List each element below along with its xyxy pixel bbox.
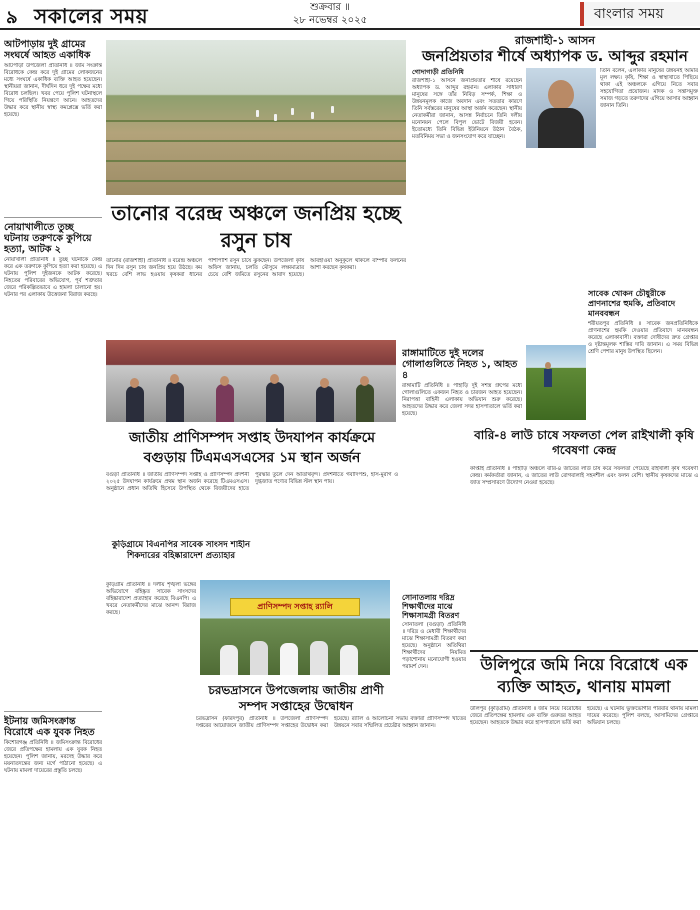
section-tag: বাংলার সময় [580, 2, 700, 26]
portrait-photo [526, 68, 596, 148]
body-bari: কাপ্তাই প্রতিনিধি ॥ পাহাড়ি অঞ্চলে বারি-৪ জাতের লাউ চাষ করে সফলতা পেয়েছে রাইখালী কৃষি গবেষণা কেন্দ্র। কর্মকর্তারা জানান, এ জাতের লাউ রোগবালাই সহনশীল এবং ফলন বেশি। স্থানীয় কৃষকদের মাঝে এ জাত সম্প্রসারণে উদ্যোগ নেওয়া হয়েছে। [470, 466, 698, 486]
bari-head-block [470, 428, 698, 468]
rally-banner: প্রাণিসম্পদ সপ্তাহ র‍্যালি [230, 598, 360, 616]
paper-name: সকালের সময় [34, 4, 149, 28]
lead-story [412, 34, 698, 284]
tmss-body-block [106, 472, 398, 532]
headline-ulipur: উলিপুরে জমি নিয়ে বিরোধে এক ব্যক্তি আহত, থানায় মামলা [470, 650, 698, 701]
headline-garlic: তানোর বরেন্দ্র অঞ্চলে জনপ্রিয় হচ্ছে রসুন চাষ [111, 201, 401, 252]
garlic-body: তানোর (রাজশাহী) প্রতিনিধি ॥ বরেন্দ্র অঞ্চলে দিন দিন রসুন চাষ জনপ্রিয় হয়ে উঠছে। কম খরচে বেশি লাভ হওয়ায় কৃষকরা ধানের পাশাপাশি রসুন চাষে ঝুঁকছেন। উপজেলা কৃষি অফিস জানায়, চলতি মৌসুমে লক্ষ্যমাত্রার চেয়ে বেশি জমিতে রসুনের আবাদ হয়েছে। আবহাওয়া অনুকূলে থাকলে বাম্পার ফলনের আশা করছেন কৃষকরা। [106, 258, 406, 278]
masthead [0, 0, 700, 30]
headline-bari: বারি-৪ লাউ চাষে সফলতা পেল রাইখালী কৃষি গবেষণা কেন্দ্র [474, 428, 694, 457]
headline-rangamati: রাঙ্গামাটিতে দুই দলের গোলাগুলিতে নিহত ১, আহত ৪ [402, 348, 518, 381]
photo-gourd-crop [526, 345, 586, 420]
kurigram-body-block [106, 582, 196, 892]
sidebar-body: তিনি বলেন, এলাকার মানুষের উন্নয়নই আমার মূল লক্ষ্য। কৃষি, শিক্ষা ও স্বাস্থ্যখাতে পিছিয়ে থাকা এই অঞ্চলকে এগিয়ে নিতে সবার সহযোগিতা প্রয়োজন। মাদক ও সন্ত্রাসমুক্ত সমাজ গড়তে তরুণদের এগিয়ে আসার আহ্বান জানান তিনি। [600, 68, 698, 109]
body-charbhadrasan: চরভদ্রাসন (ফরিদপুর) প্রতিনিধি ॥ উপজেলা প্রাণিসম্পদ দপ্তরের আয়োজনে জাতীয় প্রাণিসম্পদ সপ্তাহের উদ্বোধন করা হয়েছে। র‍্যালি ও আলোচনা সভায় বক্তারা প্রাণিসম্পদ খাতের উন্নয়নে সবার সম্মিলিত প্রচেষ্টার আহ্বান জানান। [196, 716, 466, 729]
headline-noakhali: নোয়াখালীতে তুচ্ছ ঘটনায় তরুণকে কুপিয়ে হত্যা, আটক ২ [4, 222, 92, 255]
headline-itna: ইটনায় জমিসংক্রান্ত বিরোধে এক যুবক নিহত [4, 716, 95, 738]
headline-sonatola: সোনাতলায় দরিদ্র শিক্ষার্থীদের মাঝে শিক্ষাসামগ্রী বিতরণ [402, 593, 460, 620]
left-column [4, 36, 102, 906]
date: ২৮ নভেম্বর ২০২৫ [292, 15, 368, 26]
photo-rally [200, 580, 390, 675]
headline-sidebar-two: সাবেক খোকন চৌধুরীকে প্রাণনাশের হুমকি, প্রতিবাদে মানববন্ধন [588, 289, 676, 318]
body-itna: কিশোরগঞ্জ প্রতিনিধি ॥ জমিসংক্রান্ত বিরোধের জেরে প্রতিপক্ষের হামলায় এক যুবক নিহত হয়েছেন। পুলিশ জানায়, মরদেহ উদ্ধার করে ময়নাতদন্তের জন্য মর্গে পাঠানো হয়েছে। এ ঘটনায় মামলা দায়েরের প্রস্তুতি চলছে। [4, 740, 102, 774]
photo-award-event [106, 340, 396, 422]
headline-atpara: আটপাড়ায় দুই গ্রামের সংঘর্ষে আহত একাধিক [4, 39, 91, 61]
headline-kurigram: কুড়িগ্রামে বিএনপির সাবেক সাংসদ শাহীন শিকদারের বহিষ্কারাদেশ প্রত্যাহার [111, 540, 251, 561]
lead-headline: জনপ্রিয়তার শীর্ষে অধ্যাপক ড. আব্দুর রহমান [422, 47, 688, 65]
garlic-body-block [106, 258, 406, 338]
lead-body: রাজশাহী-১ আসনে জনপ্রিয়তার শীর্ষে রয়েছেন অধ্যাপক ড. আব্দুর রহমান। এলাকার সাধারণ মানুষের সঙ্গে তাঁর নিবিড় সম্পর্ক, শিক্ষা ও উন্নয়নমূলক কাজে অবদান এবং সততার কারণে তিনি সর্বস্তরের মানুষের আস্থা অর্জন করেছেন। স্থানীয় নেতাকর্মীরা জানান, আসন্ন নির্বাচনে তিনি দলীয় মনোনয়ন পেলে বিপুল ভোটে বিজয়ী হবেন। ইতোমধ্যে তিনি বিভিন্ন ইউনিয়নে উঠান বৈঠক, মতবিনিময় সভা ও জনসংযোগ করে যাচ্ছেন। [412, 78, 522, 140]
headline-tmss: জাতীয় প্রাণিসম্পদ সপ্তাহ উদযাপন কার্যক্রমে বগুড়ায় টিএমএসএসের ১ম স্থান অর্জন [128, 430, 376, 466]
tmss-body: বগুড়া প্রতিনিধি ॥ জাতীয় প্রাণিসম্পদ সপ্তাহ ও প্রাণিসম্পদ প্রদর্শনী ২০২৫ উদযাপন কার্যক্রমে প্রথম স্থান অর্জন করেছে টিএমএসএস। অনুষ্ঠানে প্রধান অতিথি হিসেবে উপস্থিত থেকে বিজয়ীদের হাতে পুরস্কার তুলে দেন অতিথিবৃন্দ। প্রদর্শনীতে গবাদিপশু, হাঁস-মুরগি ও দুগ্ধজাত পণ্যের বিভিন্ন স্টল স্থান পায়। [106, 472, 398, 492]
body-sidebar-two: শরীয়তপুর প্রতিনিধি ॥ সাবেক জনপ্রতিনিধিকে প্রাণনাশের হুমকি দেওয়ার প্রতিবাদে মানববন্ধন করেছে এলাকাবাসী। বক্তারা দোষীদের দ্রুত গ্রেপ্তার ও দৃষ্টান্তমূলক শাস্তির দাবি জানান। এ সময় বিভিন্ন শ্রেণি পেশার মানুষ উপস্থিত ছিলেন। [588, 321, 698, 355]
bari-body-block [470, 466, 698, 596]
weekday: শুক্রবার ॥ [310, 2, 350, 13]
issue-date [240, 1, 420, 27]
body-atpara: আটপাড়া উপজেলা প্রতিনিধি ॥ জমি সংক্রান্ত বিরোধকে কেন্দ্র করে দুই গ্রামের লোকজনের মধ্যে সংঘর্ষে একাধিক ব্যক্তি আহত হয়েছেন। স্থানীয়রা জানান, দীর্ঘদিন ধরে দুই পক্ষের মধ্যে বিরোধ চলছিল। খবর পেয়ে পুলিশ ঘটনাস্থলে গিয়ে পরিস্থিতি নিয়ন্ত্রণে আনে। আহতদের উদ্ধার করে স্থানীয় স্বাস্থ্য কমপ্লেক্সে ভর্তি করা হয়েছে। [4, 63, 102, 118]
body-ulipur: উলিপুর (কুড়িগ্রাম) প্রতিনিধি ॥ জমি নিয়ে বিরোধের জেরে প্রতিপক্ষের হামলায় এক ব্যক্তি গুরুতর আহত হয়েছেন। আহতকে উদ্ধার করে হাসপাতালে ভর্তি করা হয়েছে। এ ঘটনায় ভুক্তভোগীর পরিবার থানায় মামলা দায়ের করেছে। পুলিশ বলছে, আসামিদের গ্রেপ্তারে অভিযান চলছে। [470, 706, 698, 726]
page-number: ৯ [6, 7, 18, 28]
photo-garlic-field [106, 40, 406, 195]
ulipur-body-block [470, 706, 698, 902]
body-noakhali: নোয়াখালী প্রতিনিধি ॥ তুচ্ছ ঘটনাকে কেন্দ্র করে এক তরুণকে কুপিয়ে হত্যা করা হয়েছে। এ ঘটনায় পুলিশ দুইজনকে আটক করেছে। নিহতের পরিবারের অভিযোগ, পূর্ব শত্রুতার জেরে পরিকল্পিতভাবে এ হামলা চালানো হয়। ঘটনার পর এলাকায় উত্তেজনা বিরাজ করছে। [4, 257, 102, 298]
body-rangamati: রাঙ্গামাটি প্রতিনিধি ॥ পাহাড়ি দুই সশস্ত্র গ্রুপের মধ্যে গোলাগুলিতে একজন নিহত ও চারজন আহত হয়েছেন। নিরাপত্তা বাহিনী এলাকায় অভিযান শুরু করেছে। আহতদের উদ্ধার করে জেলা সদর হাসপাতালে ভর্তি করা হয়েছে। [402, 383, 522, 417]
sonatola-story [402, 590, 466, 710]
headline-charbhadrasan: চরভদ্রাসনে উপজেলায় জাতীয় প্রাণী সম্পদ সপ্তাহের উদ্বোধন [208, 683, 384, 713]
lead-byline: গোদাগাড়ী প্রতিনিধি [412, 68, 464, 76]
charbhadrasan-body-block [196, 716, 466, 901]
body-kurigram: কুড়িগ্রাম প্রতিনিধি ॥ দলীয় শৃঙ্খলা ভঙ্গের অভিযোগে বহিষ্কৃত সাবেক সাংসদের বহিষ্কারাদেশ প্রত্যাহার করেছে বিএনপি। এ খবরে নেতাকর্মীদের মাঝে আনন্দ বিরাজ করছে। [106, 582, 196, 616]
body-sonatola: সোনাতলা (বগুড়া) প্রতিনিধি ॥ দরিদ্র ও মেধাবী শিক্ষার্থীদের মাঝে শিক্ষাসামগ্রী বিতরণ করা হয়েছে। অনুষ্ঠানে অতিথিরা শিক্ষার্থীদের নিয়মিত পড়াশোনায় মনোযোগী হওয়ার পরামর্শ দেন। [402, 622, 466, 670]
lead-kicker: রাজশাহী-১ আসন [515, 34, 595, 47]
